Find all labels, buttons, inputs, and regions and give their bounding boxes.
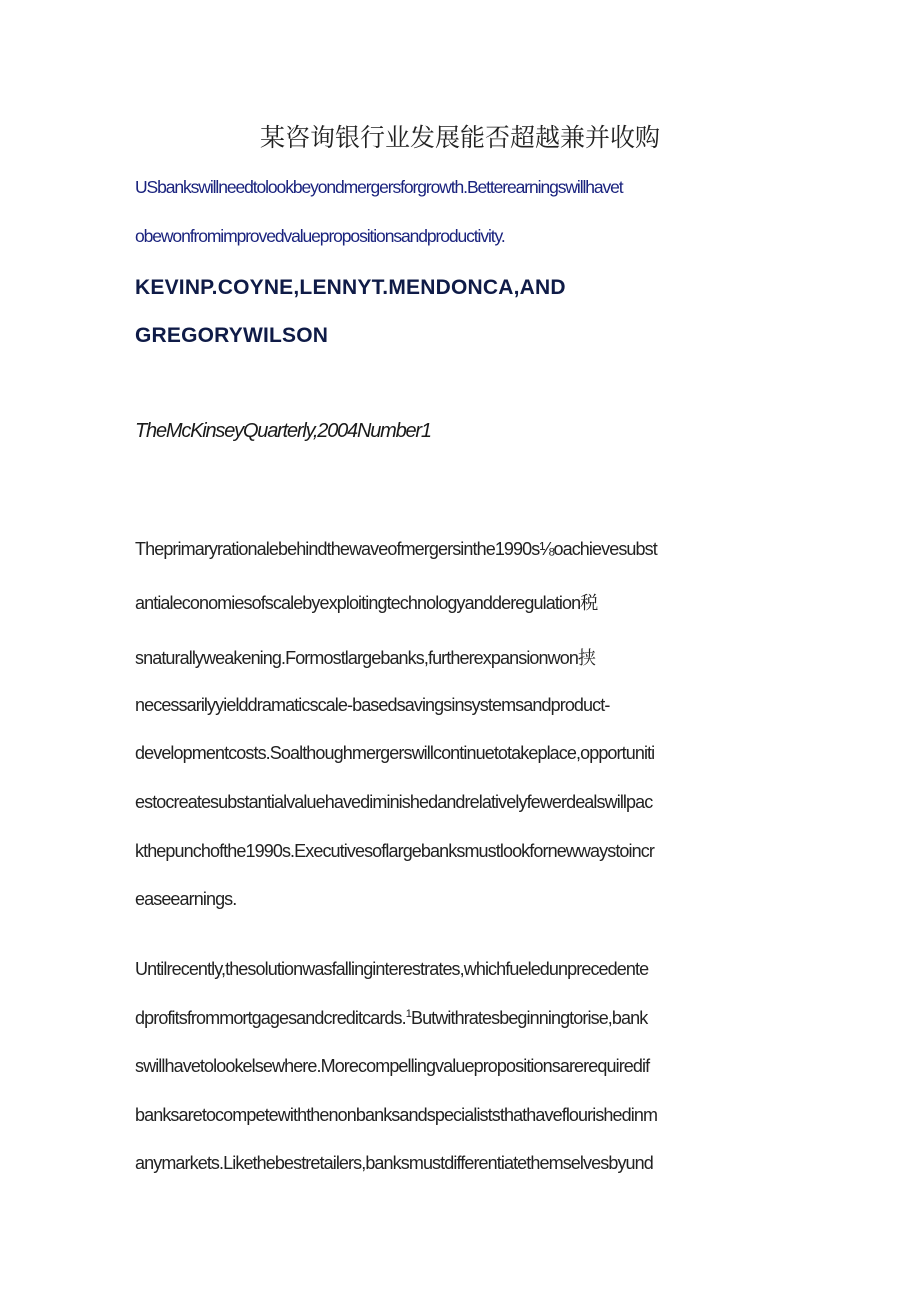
paragraph1-line-4: necessarilyyielddramaticscale-basedsavingsinsystemsandproduct- bbox=[135, 695, 610, 715]
paragraph2-line-4: banksaretocompetewiththenonbanksandspecialiststhathaveflourishedinm bbox=[135, 1105, 658, 1125]
authors-line-1: KEVINP.COYNE,LENNYT.MENDONCA,AND bbox=[135, 276, 566, 299]
subtitle-line-1: USbankswillneedtolookbeyondmergersforgrowth.Betterearningswillhavet bbox=[135, 177, 623, 197]
paragraph2-line-1: Untilrecently,thesolutionwasfallinginterestrates,whichfueledunprecedente bbox=[135, 959, 649, 979]
paragraph1-line-7: kthepunchofthe1990s.Executivesoflargebanksmustlookfornewwaystoincr bbox=[135, 841, 654, 861]
footnote-marker[interactable]: 1 bbox=[405, 1008, 411, 1020]
authors-line-2: GREGORYWILSON bbox=[135, 324, 329, 347]
source-citation: TheMcKinseyQuarterly,2004Number1 bbox=[135, 420, 431, 442]
paragraph2-line-2-end: Butwithratesbeginningtorise,bank bbox=[410, 1008, 648, 1028]
subtitle-line-2: obewonfromimprovedvaluepropositionsandproductivity. bbox=[135, 226, 505, 246]
paragraph1-line-1: Theprimaryrationalebehindthewaveofmergersinthe1990s⅛oachievesubst bbox=[135, 539, 657, 559]
paragraph2-line-5: anymarkets.Likethebestretailers,banksmustdifferentiatethemselvesbyund bbox=[135, 1153, 653, 1173]
paragraph2-line-2-start: dprofitsfrommortgagesandcreditcards. bbox=[135, 1008, 406, 1028]
paragraph1-line-6: estocreatesubstantialvaluehavediminishedandrelativelyfewerdealswillpac bbox=[135, 792, 653, 812]
paragraph1-line-8: easeearnings. bbox=[135, 889, 237, 909]
paragraph1-line-3: snaturallyweakening.Formostlargebanks,furtherexpansionwon挟 bbox=[135, 648, 596, 668]
paragraph2-line-2 bbox=[135, 1008, 647, 1029]
paragraph1-line-5: developmentcosts.Soalthoughmergerswillcontinuetotakeplace,opportuniti bbox=[135, 743, 655, 763]
document-title: 某咨询银行业发展能否超越兼并收购 bbox=[259, 123, 660, 152]
paragraph2-line-3: swillhavetolookelsewhere.Morecompellingvaluepropositionsarerequiredif bbox=[135, 1056, 650, 1076]
paragraph1-line-2: antialeconomiesofscalebyexploitingtechnologyandderegulation税 bbox=[135, 593, 598, 613]
